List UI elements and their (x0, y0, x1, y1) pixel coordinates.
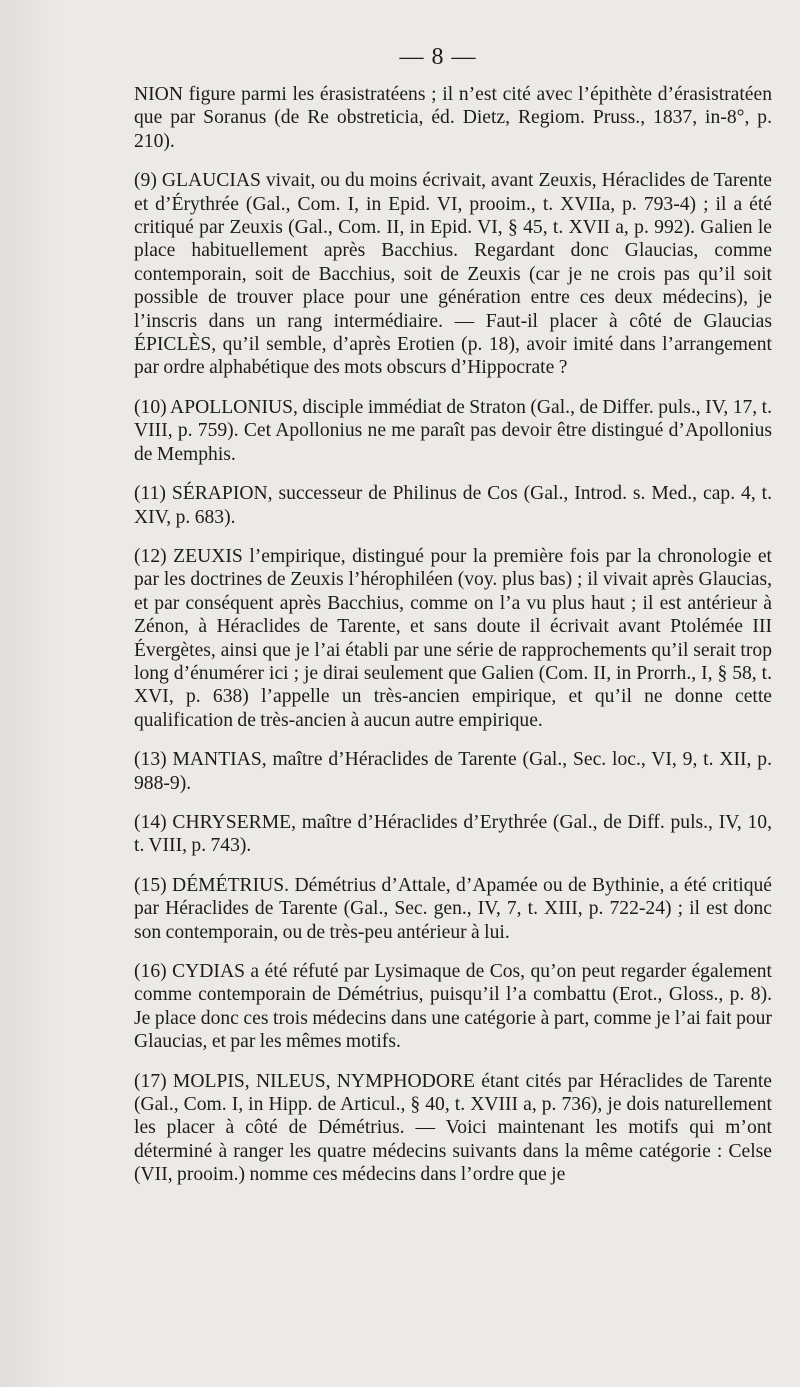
note-14-chryserme: (14) CHRYSERME, maître d’Héraclides d’Erythrée (Gal., de Diff. puls., IV, 10, t. VIII, p. 743). (134, 811, 772, 857)
note-17-molpis: (17) MOLPIS, NILEUS, NYMPHODORE étant cités par Héraclides de Tarente (Gal., Com. I, in Hipp. de Articul., § 40, t. XVIII a, p. 736), je dois naturellement les placer à côté de Démétrius. — Voici maintenant les motifs qui m’ont déterminé à ranger les quatre médecins suivants dans la même catégorie : Celse (VII, prooim.) nomme ces médecins dans l’ordre que je (134, 1070, 772, 1186)
note-10-apollonius: (10) APOLLONIUS, disciple immédiat de Straton (Gal., de Differ. puls., IV, 17, t. VIII, p. 759). Cet Apollonius ne me paraît pas devoir être distingué d’Apollonius de Memphis. (134, 396, 772, 465)
note-13-mantias: (13) MANTIAS, maître d’Héraclides de Tarente (Gal., Sec. loc., VI, 9, t. XII, p. 988-9). (134, 749, 772, 794)
note-9-glaucias: (9) GLAUCIAS vivait, ou du moins écrivait, avant Zeuxis, Héraclides de Tarente et d’Érythrée (Gal., Com. I, in Epid. VI, prooim., t. XVIIa, p. 793-4) ; il a été critiqué par Zeuxis (Gal., Com. II, in Epid. VI, § 45, t. XVII a, p. 992). Galien le place habituellement après Bacchius. Regardant donc Glaucias, comme contemporain, soit de Bacchius, soit de Zeuxis (car je ne crois pas qu’il soit possible de trouver place pour une génération entre ces deux médecins), je l’inscris dans un rang intermédiaire. — Faut-il placer à côté de Glaucias ÉPICLÈS, qu’il semble, d’après Erotien (p. 18), avoir imité dans l’arrangement par ordre alphabétique des mots obscurs d’Hippocrate ? (134, 170, 772, 379)
note-15-demetrius: (15) DÉMÉTRIUS. Démétrius d’Attale, d’Apamée ou de Bythinie, a été critiqué par Héraclides de Tarente (Gal., Sec. gen., IV, 7, t. XIII, p. 722-24) ; il est donc son contemporain, ou de très-peu antérieur à lui. (134, 874, 772, 943)
scan-shadow (0, 0, 60, 1387)
note-11-serapion: (11) SÉRAPION, successeur de Philinus de Cos (Gal., Introd. s. Med., cap. 4, t. XIV, p. 683). (134, 483, 772, 528)
note-continuation: NION figure parmi les érasistratéens ; il n’est cité avec l’épithète d’érasistratéen que par Soranus (de Re obstreticia, éd. Dietz, Regiom. Pruss., 1837, in-8°, p. 210). (134, 84, 772, 152)
page-number: — 8 — (399, 44, 477, 70)
note-16-cydias: (16) CYDIAS a été réfuté par Lysimaque de Cos, qu’on peut regarder également comme contemporain de Démétrius, puisqu’il l’a combattu (Erot., Gloss., p. 8). Je place donc ces trois médecins dans une catégorie à part, comme je l’ai fait pour Glaucias, et par les mêmes motifs. (134, 961, 772, 1053)
note-12-zeuxis: (12) ZEUXIS l’empirique, distingué pour la première fois par la chronologie et par les doctrines de Zeuxis l’hérophiléen (voy. plus bas) ; il vivait après Glaucias, et par conséquent après Bacchius, comme on l’a vu plus haut ; il est antérieur à Zénon, à Héraclides de Tarente, et sans doute il écrivait avant Ptolémée III Évergètes, ainsi que je l’ai établi par une série de rapprochements qu’il serait trop long d’énumérer ici ; je dirai seulement que Galien (Com. II, in Prorrh., I, § 58, t. XVI, p. 638) l’appelle un très-ancien empirique, et qu’il ne donne cette qualification de très-ancien à aucun autre empirique. (134, 545, 772, 731)
